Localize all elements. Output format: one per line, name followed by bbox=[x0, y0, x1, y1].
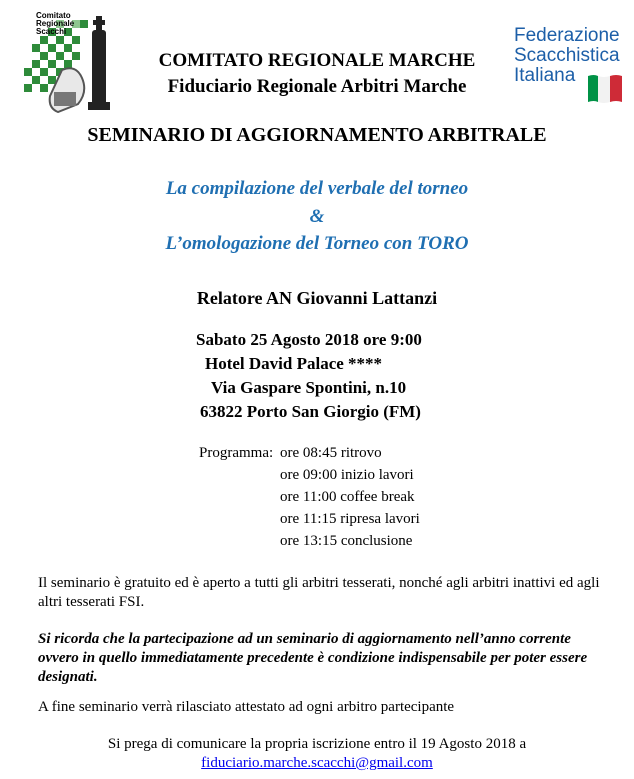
fsi-line-1: Federazione bbox=[514, 25, 620, 46]
fsi-line-2: Scacchistica bbox=[514, 45, 620, 66]
program-item: ore 13:15 conclusione bbox=[280, 533, 413, 549]
fsi-line-3: Italiana bbox=[514, 65, 576, 86]
program-item: ore 09:00 inizio lavori bbox=[280, 467, 414, 483]
email-link[interactable]: fiduciario.marche.scacchi@gmail.com bbox=[201, 755, 433, 771]
paragraph-register: Si prega di comunicare la propria iscrizione entro il 19 Agosto 2018 a bbox=[107, 736, 527, 752]
topic-ampersand: & bbox=[309, 206, 325, 227]
topic-line-1: La compilazione del verbale del torneo bbox=[165, 178, 469, 199]
program-item: ore 11:15 ripresa lavori bbox=[280, 511, 420, 527]
topic-line-2: L’omologazione del Torneo con TORO bbox=[165, 233, 469, 254]
event-date: Sabato 25 Agosto 2018 ore 9:00 bbox=[196, 330, 422, 349]
logo-caption: Comitato Regionale Scacchi bbox=[36, 11, 75, 36]
program-label: Programma: bbox=[199, 445, 274, 461]
event-street: Via Gaspare Spontini, n.10 bbox=[211, 378, 407, 397]
document-title: SEMINARIO DI AGGIORNAMENTO ARBITRALE bbox=[87, 124, 547, 146]
event-city: 63822 Porto San Giorgio (FM) bbox=[200, 402, 421, 421]
paragraph-free-entry: Il seminario è gratuito ed è aperto a tutti gli arbitri tesserati, nonché agli arbitri inattivi ed agli altri tesserati FSI. bbox=[38, 575, 600, 610]
paragraph-certificate: A fine seminario verrà rilasciato attestato ad ogni arbitro partecipante bbox=[38, 699, 455, 715]
program-item: ore 11:00 coffee break bbox=[280, 489, 415, 505]
org-role: Fiduciario Regionale Arbitri Marche bbox=[167, 76, 467, 97]
org-name: COMITATO REGIONALE MARCHE bbox=[158, 50, 476, 71]
event-venue: Hotel David Palace **** bbox=[205, 354, 383, 373]
program-item: ore 08:45 ritrovo bbox=[280, 445, 382, 461]
speaker: Relatore AN Giovanni Lattanzi bbox=[196, 288, 438, 308]
paragraph-note: Si ricorda che la partecipazione ad un seminario di aggiornamento nell’anno corrente ovvero in quello immediatamente precedente è condizione indispensabile per poter essere designati. bbox=[38, 631, 588, 685]
